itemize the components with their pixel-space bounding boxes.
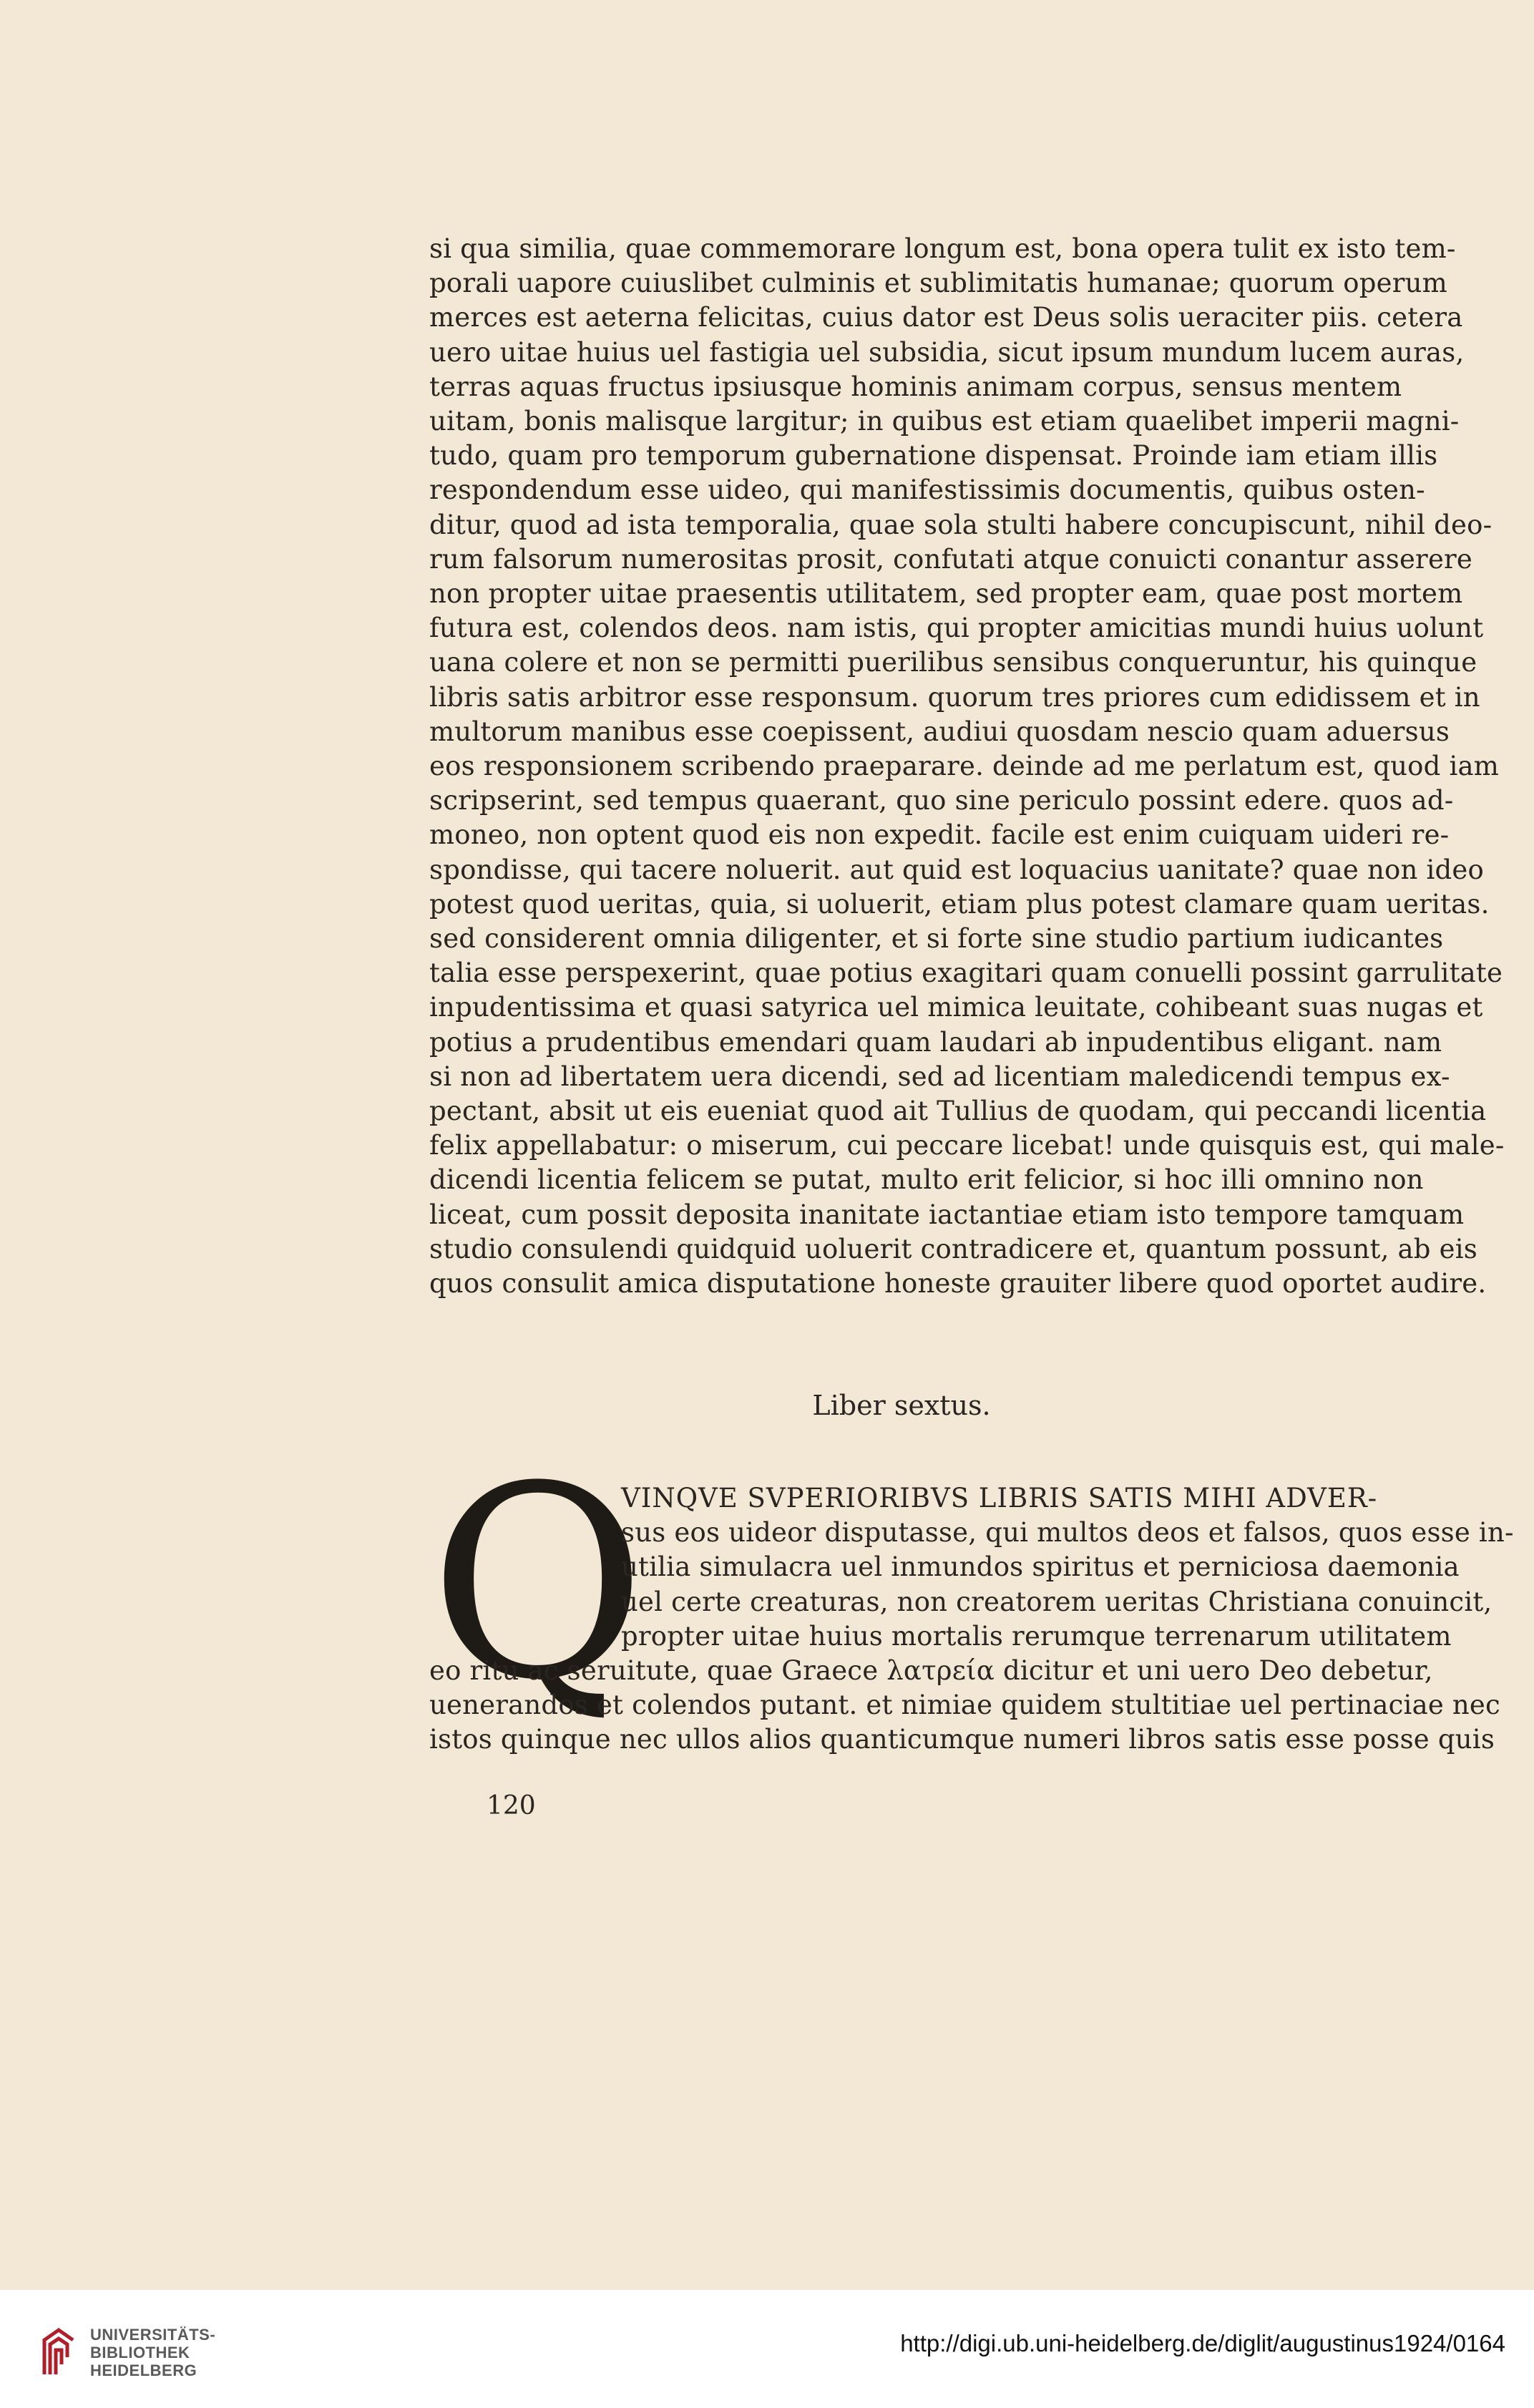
text-line: si qua similia, quae commemorare longum est, bona opera tulit ex isto tem- — [429, 233, 1456, 264]
text-line: eos responsionem scribendo praeparare. deinde ad me perlatum est, quod iam — [429, 751, 1500, 782]
opening-line: sus eos uideor disputasse, qui multos deos et falsos, quos esse in- — [621, 1517, 1514, 1549]
text-line: non propter uitae praesentis utilitatem, sed propter eam, quae post mortem — [429, 578, 1463, 610]
text-line: uero uitae huius uel fastigia uel subsidia, sicut ipsum mundum lucem auras, — [429, 336, 1465, 368]
text-line: sed considerent omnia diligenter, et si forte sine studio partium iudicantes — [429, 923, 1444, 955]
opening-line: utilia simulacra uel inmundos spiritus et perniciosa daemonia — [621, 1551, 1460, 1583]
text-line: multorum manibus esse coepissent, audiui quosdam nescio quam aduersus — [429, 716, 1450, 747]
source-url-link[interactable]: http://digi.ub.uni-heidelberg.de/diglit/augustinus1924/0164 — [900, 2330, 1505, 2356]
text-line: tudo, quam pro temporum gubernatione dispensat. Proinde iam etiam illis — [429, 440, 1438, 472]
text-line: felix appellabatur: o miserum, cui peccare licebat! unde quisquis est, qui male- — [429, 1130, 1505, 1161]
opening-text-block — [429, 1481, 1514, 1758]
opening-line: VINQVE SVPERIORIBVS LIBRIS SATIS MIHI ADVER- — [621, 1483, 1378, 1513]
library-name — [90, 2326, 215, 2379]
text-line: moneo, non optent quod eis non expedit. facile est enim cuiquam uideri re- — [429, 819, 1450, 851]
text-line: uana colere et non se permitti puerilibus sensibus conqueruntur, his quinque — [429, 647, 1477, 678]
opening-line: istos quinque nec ullos alios quanticumque numeri libros satis esse posse quis — [429, 1724, 1495, 1755]
library-logo-icon — [37, 2324, 80, 2380]
opening-line: uel certe creaturas, non creatorem ueritas Christiana conuincit, — [621, 1586, 1493, 1617]
library-name-line: BIBLIOTHEK — [90, 2344, 190, 2361]
text-line: potius a prudentibus emendari quam laudari ab inpudentibus eligant. nam — [429, 1026, 1442, 1058]
text-line: rum falsorum numerositas prosit, confutati atque conuicti conantur asserere — [429, 543, 1473, 575]
text-line: porali uapore cuiuslibet culminis et sublimitatis humanae; quorum operum — [429, 268, 1447, 299]
text-line: talia esse perspexerint, quae potius exagitari quam conuelli possint garrulitate — [429, 957, 1503, 989]
opening-line: uenerandos et colendos putant. et nimiae quidem stultitiae uel pertinaciae nec — [429, 1690, 1500, 1721]
text-line: si non ad libertatem uera dicendi, sed ad licentiam maledicendi tempus ex- — [429, 1061, 1450, 1092]
text-line: libris satis arbitror esse responsum. quorum tres priores cum edidissem et in — [429, 681, 1480, 713]
viewer-footer — [0, 2290, 1534, 2408]
text-line: spondisse, qui tacere noluerit. aut quid est loquacius uanitate? quae non ideo — [429, 854, 1484, 885]
text-line: futura est, colendos deos. nam istis, qui propter amicitias mundi huius uolunt — [429, 613, 1484, 644]
text-line: ditur, quod ad ista temporalia, quae sola stulti habere concupiscunt, nihil deo- — [429, 509, 1493, 540]
text-line: merces est aeterna felicitas, cuius dator est Deus solis ueraciter piis. cetera — [429, 302, 1463, 333]
library-name-line: UNIVERSITÄTS- — [90, 2326, 216, 2344]
text-line: studio consulendi quidquid uoluerit contradicere et, quantum possunt, ab eis — [429, 1233, 1477, 1264]
text-line: potest quod ueritas, quia, si uoluerit, etiam plus potest clamare quam ueritas. — [429, 888, 1490, 920]
chapter-heading: Liber sextus. — [812, 1390, 991, 1421]
main-text-block — [429, 232, 1505, 1301]
opening-line: propter uitae huius mortalis rerumque terrenarum utilitatem — [621, 1620, 1452, 1652]
text-line: respondendum esse uideo, qui manifestissimis documentis, quibus osten- — [429, 474, 1425, 506]
text-line: uitam, bonis malisque largitur; in quibus est etiam quaelibet imperii magni- — [429, 406, 1460, 437]
library-name-line: HEIDELBERG — [90, 2361, 197, 2379]
text-line: inpudentissima et quasi satyrica uel mimica leuitate, cohibeant suas nugas et — [429, 992, 1483, 1023]
drop-cap-initial: Q — [429, 1430, 647, 1738]
text-line: liceat, cum possit deposita inanitate iactantiae etiam isto tempore tamquam — [429, 1199, 1465, 1230]
opening-line: eo ritu ac seruitute, quae Graece λατρεία dicitur et uni uero Deo debetur, — [429, 1655, 1433, 1687]
page-number: 120 — [487, 1791, 536, 1820]
text-line: terras aquas fructus ipsiusque hominis animam corpus, sensus mentem — [429, 371, 1402, 402]
text-line: pectant, absit ut eis eueniat quod ait Tullius de quodam, qui peccandi licentia — [429, 1096, 1487, 1127]
text-line: scripserint, sed tempus quaerant, quo sine periculo possint edere. quos ad- — [429, 785, 1454, 817]
text-line: quos consulit amica disputatione honeste grauiter libere quod oportet audire. — [429, 1268, 1487, 1300]
text-line: dicendi licentia felicem se putat, multo erit felicior, si hoc illi omnino non — [429, 1164, 1424, 1196]
